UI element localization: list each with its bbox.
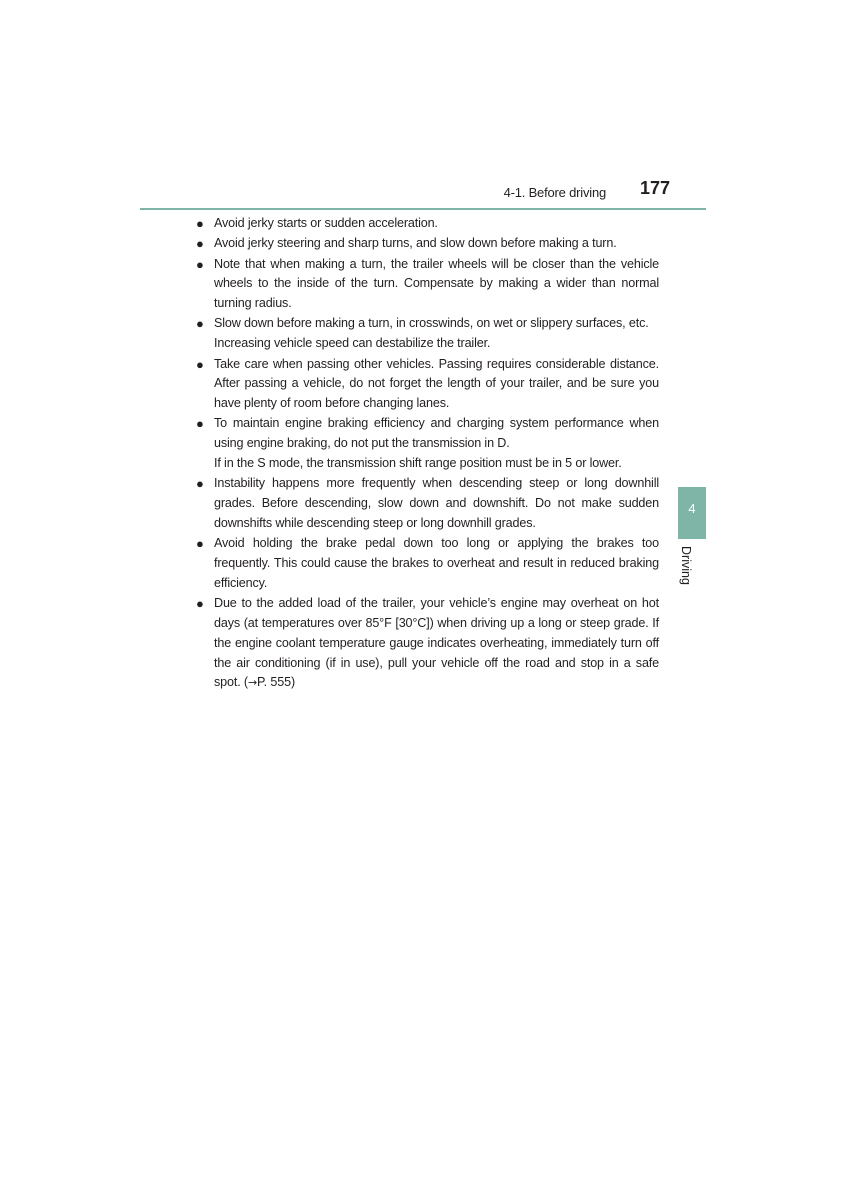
bullet-icon: ● [196, 536, 204, 552]
list-item [196, 234, 659, 254]
item-text: Take care when passing other vehicles. Passing requires considerable distance. After passing a vehicle, do not forget the length of your trailer, and be sure you have plenty of room before changing lanes. [214, 356, 659, 411]
bullet-list [196, 214, 659, 694]
bullet-icon: ● [196, 596, 204, 612]
item-text: Note that when making a turn, the trailer wheels will be closer than the vehicle wheels to the inside of the turn. Compensate by making a wider than normal turning radius. [214, 256, 659, 311]
bullet-icon: ● [196, 316, 204, 332]
item-text: Slow down before making a turn, in crosswinds, on wet or slippery surfaces, etc. [214, 316, 649, 331]
chapter-label: Driving [679, 546, 693, 585]
item-text: Avoid jerky steering and sharp turns, and slow down before making a turn. [214, 236, 617, 251]
item-note: Increasing vehicle speed can destabilize the trailer. [214, 336, 491, 351]
page-header [140, 178, 706, 210]
list-item [196, 314, 659, 354]
item-text-body: Due to the added load of the trailer, your vehicle’s engine may overheat on hot days (at temperatures over 85°F [30°C]) when driving up a long or steep grade. If the engine coolant temperature gauge indicates overheating, immediately turn off the air conditioning (if in use), pull your vehicle off the road and stop in a safe spot. [214, 596, 659, 690]
list-item [196, 214, 659, 234]
item-note: If in the S mode, the transmission shift range position must be in 5 or lower. [214, 456, 622, 471]
chapter-tab[interactable] [678, 487, 706, 539]
list-item [196, 255, 659, 314]
ref-close: ) [290, 675, 295, 690]
page-reference-link[interactable]: P. 555 [257, 675, 291, 690]
chapter-number: 4 [688, 501, 696, 516]
arrow-right-icon: → [247, 676, 258, 690]
bullet-icon: ● [196, 416, 204, 432]
ref-open: ( [240, 675, 248, 690]
bullet-icon: ● [196, 216, 204, 231]
list-item [196, 355, 659, 414]
item-text: Avoid holding the brake pedal down too long or applying the brakes too frequently. This could cause the brakes to overheat and result in reduced braking efficiency. [214, 536, 659, 590]
bullet-icon: ● [196, 356, 204, 372]
list-item [196, 474, 659, 533]
item-text [214, 594, 659, 693]
section-title: 4-1. Before driving [503, 185, 606, 200]
bullet-icon: ● [196, 476, 204, 492]
bullet-icon: ● [196, 256, 204, 272]
item-text: To maintain engine braking efficiency and charging system performance when using engine braking, do not put the transmission in D. [214, 416, 659, 451]
item-text: Instability happens more frequently when descending steep or long downhill grades. Before descending, slow down and downshift. Do not make sudden downshifts while descending steep or long downhill grades. [214, 476, 659, 530]
bullet-icon: ● [196, 236, 204, 252]
page-number: 177 [639, 178, 670, 198]
list-item [196, 594, 659, 693]
list-item [196, 414, 659, 473]
list-item [196, 534, 659, 593]
item-text: Avoid jerky starts or sudden acceleration. [214, 216, 438, 230]
